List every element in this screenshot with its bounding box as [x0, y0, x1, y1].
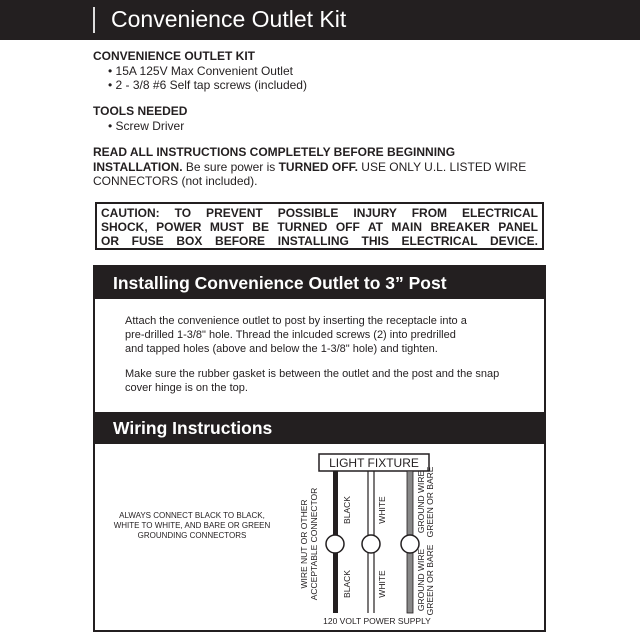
wire-nut-icon [362, 535, 380, 553]
notice-bold: INSTALLATION. [93, 159, 183, 174]
text-line: pre-drilled 1-3/8" hole. Thread the inlcuded screws (2) into predrilled [125, 329, 456, 341]
note-line: ALWAYS CONNECT BLACK TO BLACK, [119, 511, 265, 520]
text-line: cover hinge is on the top. [125, 382, 248, 394]
notice-text: CONNECTORS (not included). [93, 174, 258, 188]
installing-paragraph [125, 314, 467, 356]
tools-heading: TOOLS NEEDED [93, 104, 188, 118]
notice-bold: TURNED OFF. [278, 159, 358, 174]
wiring-header: Wiring Instructions [95, 412, 544, 444]
caution-line: CAUTION: TO PREVENT POSSIBLE INJURY FROM ELECTRICAL [101, 206, 538, 220]
light-fixture-label: LIGHT FIXTURE [329, 456, 419, 470]
white-label-top: WHITE [377, 496, 387, 524]
power-supply-label: 120 VOLT POWER SUPPLY [323, 616, 431, 626]
wiring-diagram [95, 444, 544, 630]
text-line: Make sure the rubber gasket is between the outlet and the post and the snap [125, 368, 500, 380]
wire-nut-icon [326, 535, 344, 553]
divider [93, 7, 95, 33]
kit-item: • 2 - 3/8 #6 Self tap screws (included) [108, 78, 307, 92]
caution-line: OR FUSE BOX BEFORE INSTALLING THIS ELECTRICAL DEVICE. [101, 234, 538, 248]
instructions-box [93, 265, 546, 632]
note-line: GROUNDING CONNECTORS [137, 531, 247, 540]
connector-label: WIRE NUT OR OTHER [299, 499, 309, 589]
notice [93, 145, 526, 189]
caution-box [95, 202, 544, 250]
page-title: Convenience Outlet Kit [111, 6, 347, 32]
white-label-bottom: WHITE [377, 570, 387, 598]
ground-label-top: GREEN OR BARE [425, 466, 435, 538]
tools-item: • Screw Driver [108, 119, 185, 133]
text-line: Attach the convenience outlet to post by inserting the receptacle into a [125, 315, 467, 327]
kit-item: • 15A 125V Max Convenient Outlet [108, 64, 293, 78]
installing-paragraph [125, 367, 499, 395]
black-label-top: BLACK [342, 496, 352, 524]
ground-label-bottom: GREEN OR BARE [425, 544, 435, 616]
installing-header: Installing Convenience Outlet to 3” Post [95, 267, 544, 299]
kit-heading: CONVENIENCE OUTLET KIT [93, 49, 256, 63]
ground-label-top: GROUND WIRE [416, 470, 426, 534]
ground-label-bottom: GROUND WIRE [416, 548, 426, 612]
notice-bold: READ ALL INSTRUCTIONS COMPLETELY BEFORE BEGINNING [93, 145, 456, 159]
connector-label: ACCEPTABLE CONNECTOR [309, 487, 319, 601]
caution-line: SHOCK, POWER MUST BE TURNED OFF AT MAIN BREAKER PANEL [101, 220, 538, 234]
notice-text: USE ONLY U.L. LISTED WIRE [357, 159, 527, 174]
title-bar [0, 0, 640, 40]
wiring-note [114, 511, 271, 540]
note-line: WHITE TO WHITE, AND BARE OR GREEN [113, 521, 271, 530]
text-line: and tapped holes (above and below the 1-3/8" hole) and tighten. [125, 343, 438, 355]
notice-text: Be sure power is [182, 159, 279, 174]
black-label-bottom: BLACK [342, 570, 352, 598]
